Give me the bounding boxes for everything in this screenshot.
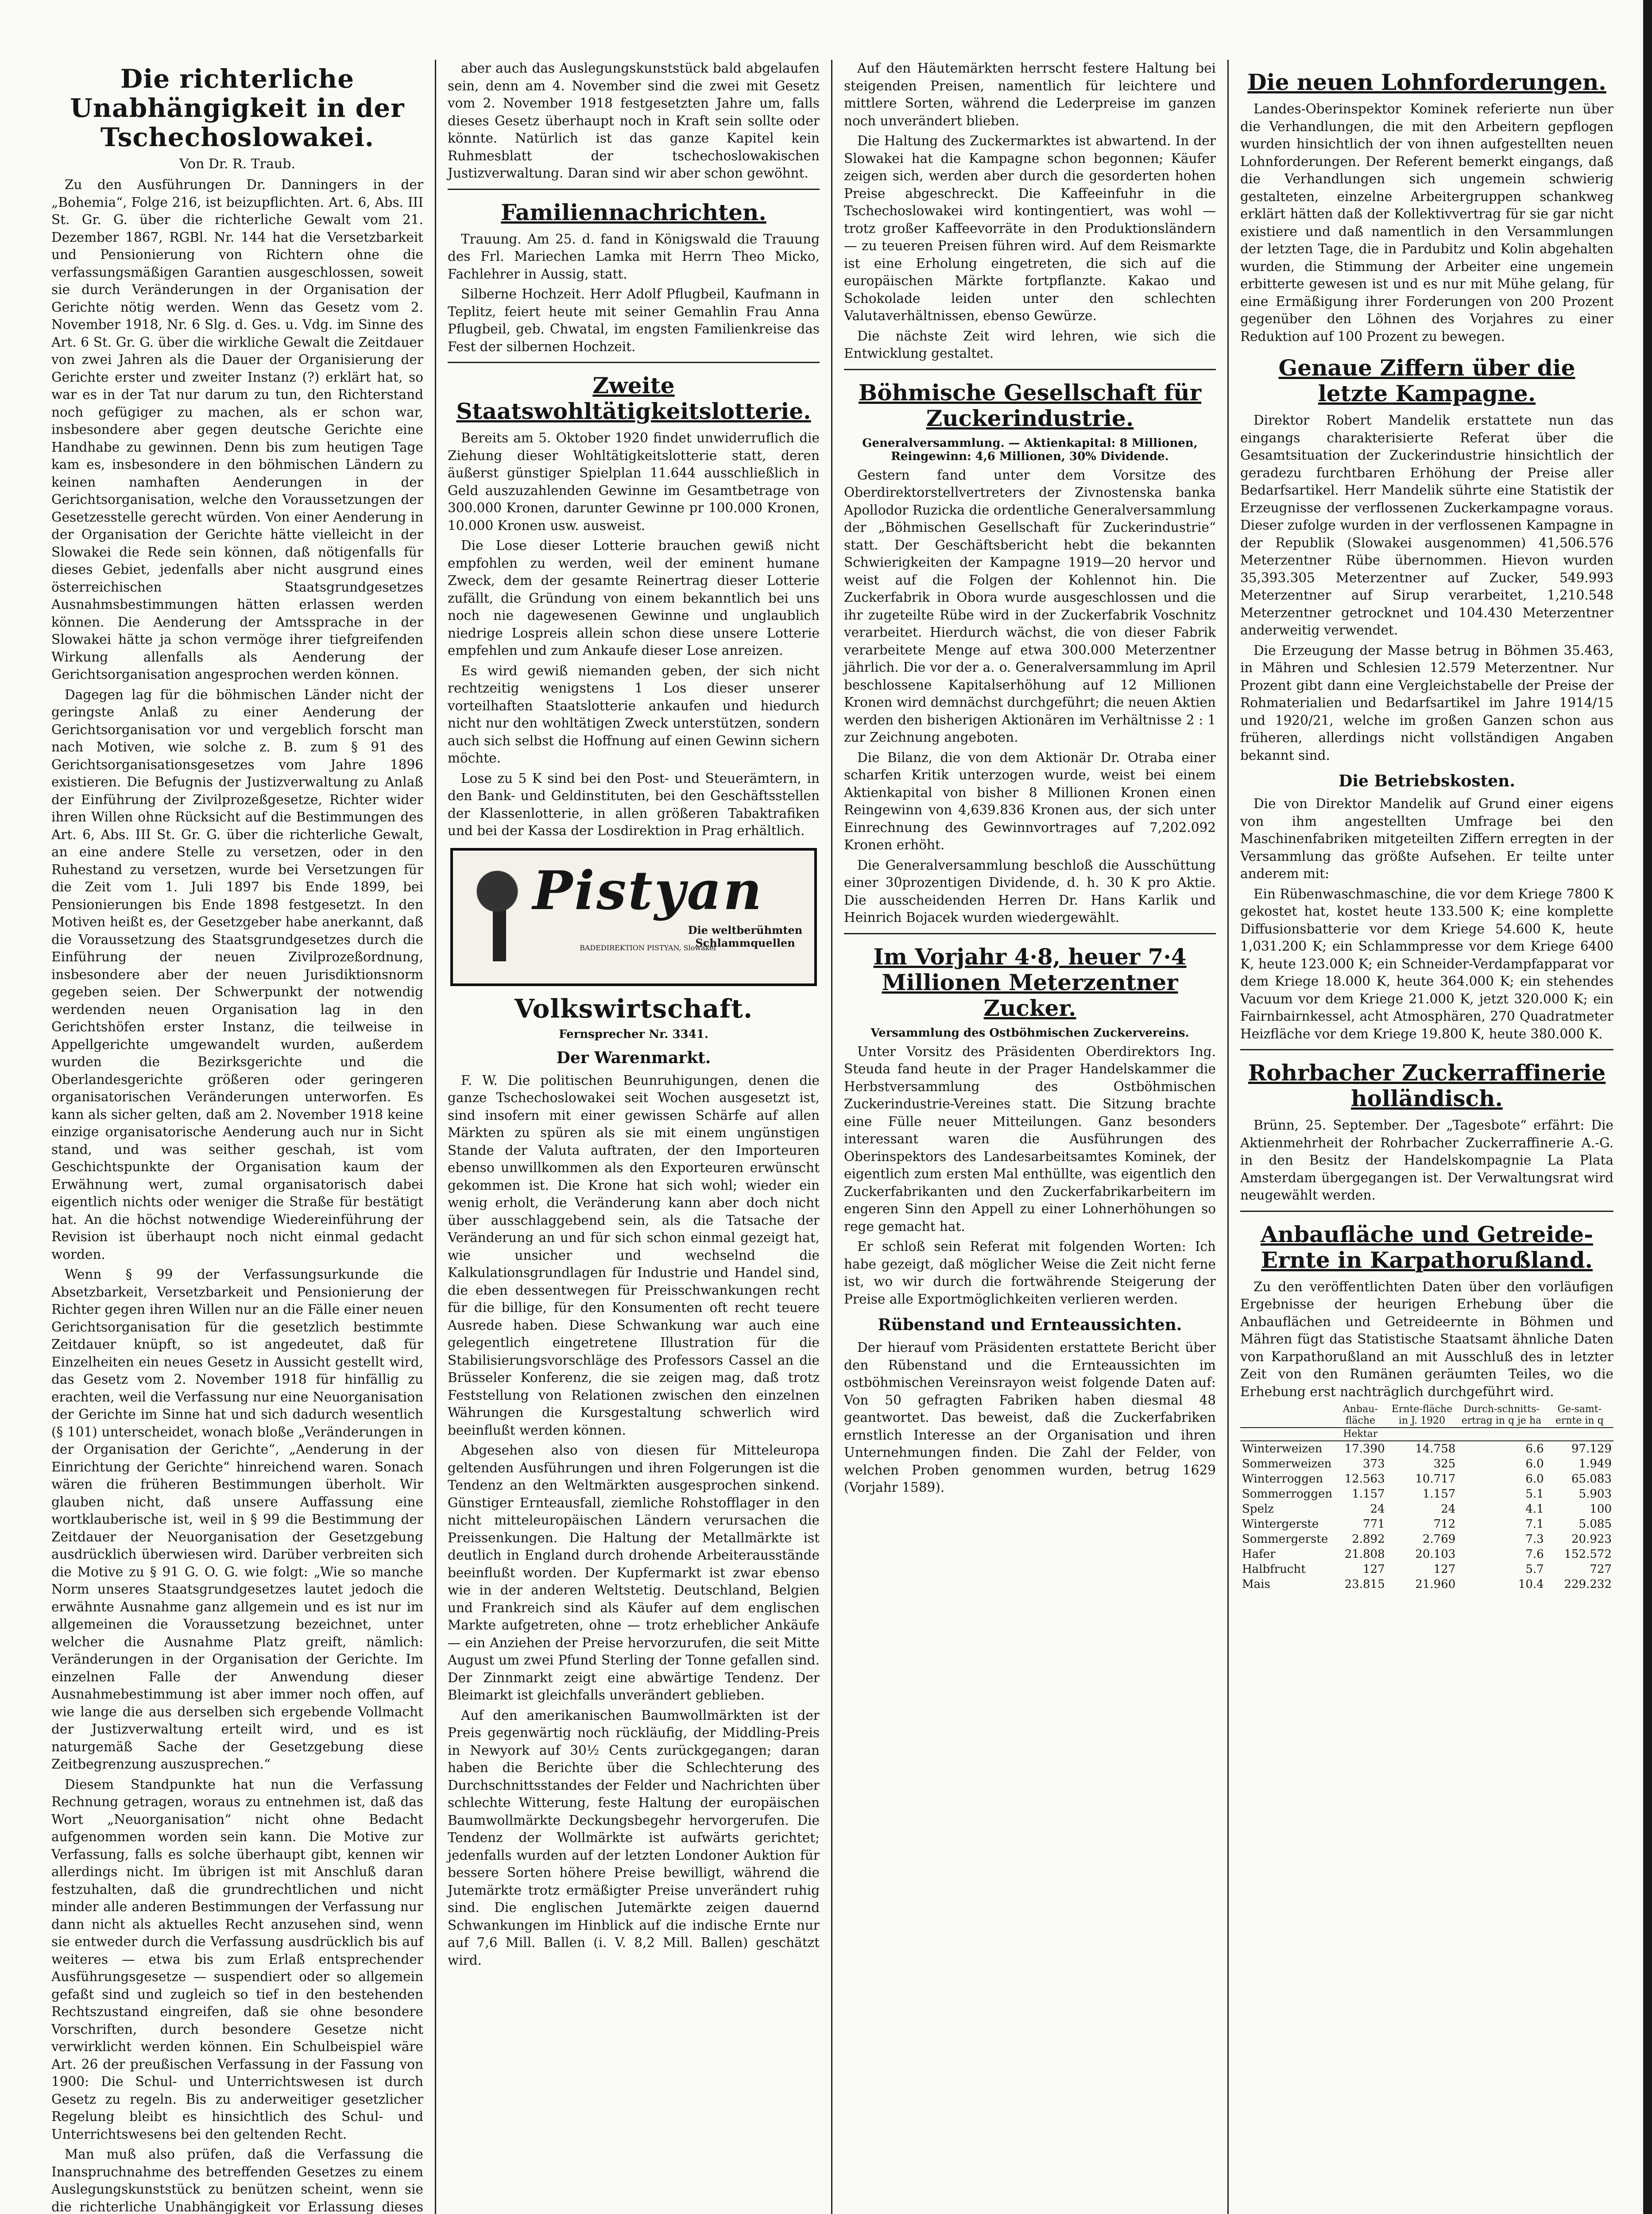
table-cell: Halbfrucht bbox=[1242, 1563, 1306, 1576]
divider bbox=[1240, 1211, 1613, 1212]
paragraph: Die von Direktor Mandelik auf Grund einer eigens von ihm angestellten Umfrage bei den Maschinenfabriken mitgeteilten Ziffern erregten in der Versammlung das größte Aufsehen. Er teilte unter anderem mit: bbox=[1240, 796, 1613, 881]
table-cell: Wintergerste bbox=[1242, 1517, 1319, 1531]
paragraph: Trauung. Am 25. d. fand in Königswald die Trauung des Frl. Mariechen Lamka mit Herrn Theo Micko, Fachlehrer in Aussig, statt. bbox=[448, 231, 820, 282]
table-body bbox=[1240, 1441, 1613, 1592]
table-cell: 5.903 bbox=[1578, 1487, 1612, 1501]
table-cell: 6.0 bbox=[1525, 1457, 1544, 1471]
table-row bbox=[1240, 1547, 1613, 1562]
paragraph: Es wird gewiß niemanden geben, der sich nicht rechtzeitig wenigstens 1 Los dieser unserer vorteilhaften Staatslotterie ankaufen und hiedurch nicht nur den wohltätigen Zweck unterstützen, sondern auch sich selbst die Hoffnung auf einen Gewinn sichern möchte. bbox=[448, 663, 820, 766]
paragraph: Zu den veröffentlichten Daten über den vorläufigen Ergebnisse der heurigen Erhebung über die Anbauflächen und Getreideernte in Böhmen und Mähren fügt das Statistische Staatsamt ähnliche Daten von Karpathorußland an mit Ausschluß des in letzter Zeit von den Rumänen geräumten Teiles, wo die Erhebung erst nachträglich durchgeführt wird. bbox=[1240, 1279, 1613, 1399]
section-headline: Die neuen Lohnforderungen. bbox=[1247, 69, 1606, 95]
table-header bbox=[1240, 1403, 1334, 1428]
table-cell: 7.6 bbox=[1525, 1548, 1544, 1561]
table-cell: Sommerweizen bbox=[1242, 1457, 1332, 1471]
table-cell: 1.157 bbox=[1352, 1487, 1385, 1501]
table-cell: 7.3 bbox=[1525, 1533, 1544, 1546]
table-cell: 2.892 bbox=[1352, 1533, 1385, 1546]
table-cell: 21.960 bbox=[1415, 1578, 1456, 1591]
paragraph: Er schloß sein Referat mit folgenden Worten: Ich habe gezeigt, daß möglicher Weise die Zeit nicht ferne ist, wo wir durch die fortwährende Steigerung der Preise alle Exportmöglichkeiten verlieren werden. bbox=[844, 1239, 1216, 1307]
paragraph: Der hierauf vom Präsidenten erstattete Bericht über den Rübenstand und die Ernteaussichten im ostböhmischen Vereinsrayon weist folgende Daten auf: Von 50 gefragten Fabriken haben diesmal 48 geantwortet. Das beweist, daß die Zuckerfabriken ernstlich Interesse an der Organisation und ihren Unternehmungen finden. Die Zahl der Felder, von welchen Proben genommen wurden, betrug 1629 (Vorjahr 1589). bbox=[844, 1340, 1216, 1495]
table-cell: 712 bbox=[1433, 1517, 1456, 1531]
table-row bbox=[1240, 1441, 1613, 1456]
ad-logo: Pistyan bbox=[533, 859, 764, 922]
paragraph: Die Generalversammlung beschloß die Ausschüttung einer 30prozentigen Dividende, d. h. 30 K pro Aktie. Die ausscheidenden Herren Dr. Hans Karlik und Heinrich Bojacek wurden wiedergewählt. bbox=[844, 857, 1216, 925]
table-row bbox=[1240, 1456, 1613, 1471]
paragraph: Man muß also prüfen, daß die Verfassung die Inanspruchnahme des betreffenden Gesetzes zu einem Auslegungskunststück zu benützen scheint, wenn sie die richterliche Unabhängigkeit vor Erlassung dieses bbox=[51, 2147, 423, 2214]
article-subhead: Der Warenmarkt. bbox=[556, 1048, 711, 1067]
article-headline: Die richterliche Unabhängigkeit in der Tschechoslowakei. bbox=[70, 64, 405, 152]
paragraph: Die Erzeugung der Masse betrug in Böhmen 35.463, in Mähren und Schlesien 12.579 Meterzentner. Nur Prozent gibt dann eine Vergleichstabelle der Preise der Rohmaterialien und Bedarfsartikel im Jahre 1914/15 und 1920/21, welche im großen Ganzen schon aus früheren, allerdings nicht vollständigen Angaben bekannt sind. bbox=[1240, 643, 1613, 763]
paragraph: Brünn, 25. September. Der „Tagesbote“ erfährt: Die Aktienmehrheit der Rohrbacher Zuckerraffinerie A.-G. in den Besitz der Handelskompagnie La Plata Amsterdam übergegangen ist. Der Verwaltungsrat wird neugewählt werden. bbox=[1240, 1118, 1613, 1203]
table-cell: Hafer bbox=[1242, 1548, 1276, 1561]
section-headline: Familiennachrichten. bbox=[501, 199, 766, 225]
table-cell: Winterweizen bbox=[1242, 1442, 1323, 1455]
table-cell: 325 bbox=[1433, 1457, 1456, 1471]
section-headline: Zweite Staatswohltätigkeitslotterie. bbox=[456, 372, 811, 424]
column-4 bbox=[1229, 60, 1625, 2214]
paragraph: Die nächste Zeit wird lehren, wie sich die Entwicklung gestaltet. bbox=[844, 328, 1216, 361]
table-cell: 100 bbox=[1590, 1502, 1612, 1516]
table-cell: 7.1 bbox=[1525, 1517, 1544, 1531]
section-headline: Im Vorjahr 4·8, heuer 7·4 Millionen Meterzentner Zucker. bbox=[873, 943, 1187, 1021]
table-cell: 1.949 bbox=[1578, 1457, 1612, 1471]
table-cell: 65.083 bbox=[1571, 1472, 1612, 1486]
column-2 bbox=[436, 60, 832, 2214]
table-header-row bbox=[1240, 1403, 1613, 1428]
ad-fineprint: BADEDIREKTION PISTYAN, Slowakei bbox=[580, 943, 716, 952]
table-header: Anbau-fläche bbox=[1334, 1403, 1387, 1428]
paragraph: Die Bilanz, die von dem Aktionär Dr. Otraba einer scharfen Kritik unterzogen wurde, weist bei einem Aktienkapital von bisher 8 Millionen Kronen einen Reingewinn von 4,639.836 Kronen aus, der sich unter Einrechnung des Gewinnvortrages auf 7,202.092 Kronen erhöht. bbox=[844, 750, 1216, 852]
article-meta: Versammlung des Ostböhmischen Zuckervereins. bbox=[870, 1026, 1189, 1040]
table-header: Ge-samt-ernte in q bbox=[1546, 1403, 1613, 1428]
table-row bbox=[1240, 1471, 1613, 1486]
table-unit bbox=[1240, 1428, 1334, 1441]
table-unit bbox=[1387, 1428, 1458, 1441]
paragraph: Bereits am 5. Oktober 1920 findet unwiderruflich die Ziehung dieser Wohltätigkeitslotterie statt, deren äußerst günstiger Spielplan 11.644 ausschließlich in Geld auszuzahlenden Gewinne im Gesamtbetrage von 300.000 Kronen, darunter Gewinne pr 100.000 Kronen, 10.000 Kronen usw. ausweist. bbox=[448, 430, 820, 533]
table-cell: 771 bbox=[1362, 1517, 1385, 1531]
table-unit: Hektar bbox=[1334, 1428, 1387, 1441]
table-cell: 21.808 bbox=[1344, 1548, 1385, 1561]
section-headline: Rohrbacher Zuckerraffinerie holländisch. bbox=[1248, 1060, 1606, 1111]
article-byline: Von Dr. R. Traub. bbox=[179, 156, 295, 172]
paragraph: Unter Vorsitz des Präsidenten Oberdirektors Ing. Steuda fand heute in der Prager Handelskammer die Herbstversammlung des Ostböhmischen Zuckerindustrie-Vereines statt. Die Sitzung brachte eine Fülle neuer Mitteilungen. Ganz besonders interessant waren die Ausführungen des Oberinspektors des Landesarbeitsamtes Kominek, der eigentlich zum ersten Mal enthüllte, was eigentlich den Zuckerfabrikanten und den Zuckerfabrikarbeitern im engeren Sinn den Appell zu einer Lohnerhöhungen so rege gemacht hat. bbox=[844, 1044, 1216, 1234]
table-cell: 5.1 bbox=[1525, 1487, 1544, 1501]
article-subhead: Die Betriebskosten. bbox=[1339, 772, 1515, 790]
table-cell: 20.923 bbox=[1571, 1533, 1612, 1546]
table-cell: Mais bbox=[1242, 1578, 1270, 1591]
divider bbox=[448, 189, 820, 190]
table-cell: 229.232 bbox=[1564, 1578, 1612, 1591]
table-cell: 24 bbox=[1441, 1502, 1456, 1516]
phone-line: Fernsprecher Nr. 3341. bbox=[559, 1027, 708, 1041]
table-cell: 5.7 bbox=[1525, 1563, 1544, 1576]
table-cell: Sommerroggen bbox=[1242, 1487, 1333, 1501]
section-headline: Genaue Ziffern über die letzte Kampagne. bbox=[1278, 355, 1575, 406]
table-cell: 373 bbox=[1362, 1457, 1385, 1471]
paragraph: Direktor Robert Mandelik erstattete nun das eingangs charakterisierte Referat über die Gesamtsituation der Zuckerindustrie hinsichtlich der geradezu furchtbaren Erhöhung der Preise aller Bedarfsartikel. Herr Mandelik sührte eine Statistik der Erzeugnisse der verflossenen Zuckerkampagne voraus. Dieser zufolge wurden in der verflossenen Kampagne in der Republik (Slowakei ausgenommen) 41,506.576 Meterzentner Rübe übernommen. Hievon wurden 35,393.305 Meterzentner auf Zucker, 549.993 Meterzentner auf Sirup verarbeitet, 1,210.548 Meterzentner getrocknet und 104.430 Meterzentner anderweitig verwendet. bbox=[1240, 413, 1613, 638]
divider bbox=[448, 362, 820, 363]
paragraph: aber auch das Auslegungskunststück bald abgelaufen sein, denn am 4. November sind die zwei mit Gesetz vom 2. November 1918 festgesetzten Jahre um, falls dieses Gesetz überhaupt noch in Kraft sein sollte oder könnte. Natürlich ist das ganze Kapitel kein Ruhmesblatt der tschechoslowakischen Justizverwaltung. Daran sind wir aber schon gewöhnt. bbox=[448, 61, 820, 181]
table-cell: 12.563 bbox=[1344, 1472, 1385, 1486]
paragraph: Die Lose dieser Lotterie brauchen gewiß nicht empfohlen zu werden, weil der eminent humane Zweck, dem der gesamte Reinertrag dieser Lotterie zufällt, die Gründung von einem bekanntlich bei uns noch nie dagewesenen Gewinne und unglaublich niedrige Lospreis allein schon diese unsere Lotterie empfehlen und zum Ankaufe dieser Lose anreizen. bbox=[448, 538, 820, 658]
table-cell: 20.103 bbox=[1415, 1548, 1456, 1561]
table-cell: 6.6 bbox=[1525, 1442, 1544, 1455]
table-cell: 127 bbox=[1362, 1563, 1385, 1576]
paragraph: Gestern fand unter dem Vorsitze des Oberdirektorstellvertreters der Zivnostenska banka Apollodor Ruzicka die ordentliche Generalversammlung der „Böhmischen Gesellschaft für Zuckerindustrie“ statt. Der Geschäftsbericht hebt die bekannten Schwierigkeiten der Kampagne 1919—20 hervor und weist auf die Folgen der Kohlennot hin. Die Zuckerfabrik in Obora wurde ausgeschlossen und die ihr zugeteilte Rübe wird in der Zuckerfabrik Voschnitz verarbeitet. Hierdurch wächst, die von dieser Fabrik verarbeitete Menge auf etwa 300.000 Meterzentner jährlich. Die vor der a. o. Generalversammlung im April beschlossene Kapitalserhöhung auf 12 Millionen Kronen wird demnächst durchgeführt; die neuen Aktien werden den bisherigen Aktionären im Verhältnisse 2 : 1 zur Zeichnung angeboten. bbox=[844, 467, 1216, 745]
table-cell: 127 bbox=[1433, 1563, 1456, 1576]
section-title: Volkswirtschaft. bbox=[514, 993, 753, 1024]
table-row bbox=[1240, 1517, 1613, 1532]
pistyan-advertisement bbox=[450, 848, 817, 986]
table-header: Durch-schnitts-ertrag in q je ha bbox=[1457, 1403, 1545, 1428]
table-header: Ernte-fläche in J. 1920 bbox=[1387, 1403, 1458, 1428]
table-cell: Winterroggen bbox=[1242, 1472, 1323, 1486]
table-cell: 5.085 bbox=[1578, 1517, 1612, 1531]
paragraph: Zu den Ausführungen Dr. Danningers in der „Bohemia“, Folge 216, ist beizupflichten. Art. 6, Abs. III St. Gr. G. über die richterliche Gewalt vom 21. Dezember 1867, RGBl. Nr. 144 hat die Versetzbarkeit und Pensionierung von Richtern ohne die verfassungsmäßigen Garantien ausgeschlossen, soweit sie durch Veränderungen in der Organisation der Gerichte nötig werden. Wenn das Gesetz vom 2. November 1918, Nr. 6 Slg. d. Ges. u. Vdg. im Sinne des Art. 6 St. Gr. G. über die wirkliche Gewalt die Zeitdauer von zwei Jahren als die Dauer der Organisierung der Gerichte erster und zweiter Instanz (?) erklärt hat, so war es in der Tat nur darum zu tun, den Richterstand noch gefügiger zu machen, als er schon war, insbesondere aber gegen deutsche Gerichte eine Handhabe zu gewinnen. Denn bis zum heutigen Tage kam es, insbesondere in den böhmischen Ländern zu keinen namhaften Aenderungen in der Gerichtsorganisation, welche den Voraussetzungen der Gesetzesstelle gerecht würden. Von einer Aenderung in der Organisation der Gerichte hätte vielleicht in der Slowakei die Rede sein können, daß nötigenfalls für dieses Gebiet, jedenfalls aber nicht ausgrund eines österreichischen Staatsgrundgesetzes Ausnahmsbestimmungen hätten erlassen werden können. Die Aenderung der Amtssprache in der Slowakei hätte ja schon vermöge ihrer tiefgreifenden Wirkung allenfalls als Aenderung der Gerichtsorganisation angesprochen werden können. bbox=[51, 177, 423, 682]
table-cell: Spelz bbox=[1242, 1502, 1274, 1516]
column-1 bbox=[40, 60, 436, 2214]
divider bbox=[844, 933, 1216, 934]
table-row bbox=[1240, 1562, 1613, 1577]
table-cell: 152.572 bbox=[1564, 1548, 1612, 1561]
harvest-table bbox=[1240, 1403, 1613, 1592]
column-3 bbox=[832, 60, 1229, 2214]
divider bbox=[844, 369, 1216, 370]
table-cell: 10.717 bbox=[1415, 1472, 1456, 1486]
table-cell: 17.390 bbox=[1344, 1442, 1385, 1455]
table-cell: 1.157 bbox=[1422, 1487, 1456, 1501]
paragraph: Landes-Oberinspektor Kominek referierte nun über die Verhandlungen, die mit den Arbeitern gepflogen wurden hinsichtlich der von ihnen aufgestellten neuen Lohnforderungen. Der Referent bemerkt eingangs, daß die Verhandlungen sich ungemein schwierig gestalteten, einzelne Arbeitergruppen schankweg erklärt hätten daß der Kollektivvertrag für sie gar nicht existiere und daß namentlich in den Versammlungen der letzten Tage, die in Pardubitz und Kolin abgehalten wurden, die Stimmung der Arbeiter eine ungemein erbitterte gewesen ist und es nur mit Mühe gelang, für eine Ermäßigung ihrer Forderungen von 200 Prozent gegenüber den Löhnen des Vorjahres zu einer Reduktion auf 100 Prozent zu bewegen. bbox=[1240, 101, 1613, 344]
paragraph: Diesem Standpunkte hat nun die Verfassung Rechnung getragen, woraus zu entnehmen ist, daß das Wort „Neuorganisation“ nicht ohne Bedacht aufgenommen worden sein kann. Die Motive zur Verfassung, falls es solche überhaupt gibt, kennen wir allerdings nicht. Im übrigen ist mit Anschluß daran festzuhalten, daß die grundrechtlichen und nicht minder alle anderen Bestimmungen der Verfassung nur dann nicht als aktuelles Recht anzusehen sind, wenn sie entweder durch die Verfassung ausdrücklich bis auf weiteres — etwa bis zum Erlaß entsprechender Ausführungsgesetze — suspendiert oder so allgemein gefaßt sind und zugleich so tief in den bestehenden Rechtszustand eingreifen, daß sie ohne besondere Vorschriften, durch besondere Gesetze nicht verwirklicht werden können. Ein Schulbeispiel wäre Art. 26 der preußischen Verfassung in der Fassung von 1900: Die Schul- und Unterrichtswesen ist durch Gesetz zu regeln. Bis zu anderweitiger gesetzlicher Regelung bleibt es hinsichtlich des Schul- und Unterrichtswesens bei den geltenden Recht. bbox=[51, 1777, 423, 2142]
paragraph: Auf den Häutemärkten herrscht festere Haltung bei steigenden Preisen, namentlich für leichtere und mittlere Sorten, während die Lederpreise im ganzen noch unverändert blieben. bbox=[844, 61, 1216, 128]
table-row bbox=[1240, 1577, 1613, 1592]
section-headline: Anbaufläche und Getreide-Ernte in Karpathorußland. bbox=[1261, 1221, 1593, 1273]
table-cell: 4.1 bbox=[1525, 1502, 1544, 1516]
scan-edge bbox=[1643, 0, 1652, 2214]
paragraph: Wenn § 99 der Verfassungsurkunde die Absetzbarkeit, Versetzbarkeit und Pensionierung der Richter gegen ihren Willen nur an die Fälle einer neuen Gerichtsorganisation für die gesetzlich bestimmte Zeitdauer knüpft, so ist angedeutet, daß für Einzelheiten ein neues Gesetz in Aussicht gestellt wird, das Gesetz vom 2. November 1918 für hinfällig zu erachten, weil die Verfassung nur eine Neuorganisation der Gerichte im Sinne hat und sich dadurch wesentlich (§ 101) unterscheidet, wonach bloße „Veränderungen in der Organisation der Gerichte“, „Aenderung in der Einrichtung der Gerichte“ hinreichend waren. Sonach wären die früheren Bestimmungen überholt. Wir glauben nicht, daß unsere Auffassung eine wortklauberische ist, weil in § 99 die Bestimmung der Zeitdauer der Neuorganisation der Gesetzgebung ausdrücklich überwiesen wird. Darüber verbreiten sich die Motive zu § 91 G. O. G. wie folgt: „Wie so manche Norm unseres Staatsgrundgesetzes lautet jedoch die erwähnte Ausnahme ganz allgemein und es ist nur im allgemeinen die Voraussetzung bezeichnet, unter welcher die Ausnahme Platz greift, nämlich: Veränderungen in der Organisation der Gerichte. Im einzelnen Falle der Anwendung dieser Ausnahmebestimmung ist aber immer noch offen, auf wie lange die aus derselben sich ergebende Vollmacht der Justizverwaltung erteilt wird, und es ist naturgemäß Sache der Gesetzgebung diese Zeitbegrenzung auszusprechen.“ bbox=[51, 1267, 423, 1772]
section-headline: Böhmische Gesellschaft für Zuckerindustrie. bbox=[858, 379, 1202, 431]
table-cell: Sommergerste bbox=[1242, 1533, 1328, 1546]
table-cell: 24 bbox=[1370, 1502, 1385, 1516]
table-row bbox=[1240, 1486, 1613, 1502]
table-cell: 10.4 bbox=[1518, 1578, 1544, 1591]
table-cell: 2.769 bbox=[1422, 1533, 1456, 1546]
table-cell: 727 bbox=[1590, 1563, 1612, 1576]
table-cell: 97.129 bbox=[1571, 1442, 1612, 1455]
table-unit-row bbox=[1240, 1428, 1613, 1441]
newspaper-page bbox=[40, 60, 1638, 2214]
paragraph: Auf den amerikanischen Baumwollmärkten ist der Preis gegenwärtig noch rückläufig, der Middling-Preis in Newyork auf 30½ Cents zurückgegangen; daran haben die Berichte über die Schlechterung des Durchschnittsstandes der Felder und Nachrichten über schlechte Witterung, feste Haltung der europäischen Baumwollmärkte Deckungsbegehr hervorgerufen. Die Tendenz der Wollmärkte ist aufwärts gerichtet; jedenfalls wurden auf der letzten Londoner Auktion für bessere Sorten höhere Preise bewilligt, während die Jutemärkte trotz ermäßigter Preise unverändert ruhig sind. Die englischen Jutemärkte zeigen dauernd Schwankungen im Hinblick auf die indische Ernte nur auf 7,6 Mill. Ballen (i. V. 8,2 Mill. Ballen) geschätzt wird. bbox=[448, 1707, 820, 1968]
ad-tagline: Die weltberühmten Schlammquellen bbox=[688, 923, 803, 949]
paragraph: Dagegen lag für die böhmischen Länder nicht der geringste Anlaß zu einer Aenderung der Gerichtsorganisation vor und vergeblich forscht man nach Motiven, wie solche z. B. zum § 91 des Gerichtsorganisationsgesetzes vom Jahre 1896 existieren. Die Befugnis der Justizverwaltung zu Anlaß der Einführung der Zivilprozeßgesetze, Richter wider ihren Willen ohne Rücksicht auf die Bestimmungen des Art. 6, Abs. III St. Gr. G. über die richterliche Gewalt, an eine andere Stelle zu versetzen, oder in den Ruhestand zu versetzen, wurde bei Versetzungen für die Zeit vom 1. Juli 1897 bis Ende 1899, bei Pensionierungen bis Ende 1898 festgesetzt. In den Motiven heißt es, der Gesetzgeber habe anerkannt, daß die Voraussetzung des Staatsgrundgesetzes durch die Einführung der neuen Zivilprozeßordnung, insbesondere aber der neuen Jurisdiktionsnorm gegeben seien. Der Schwerpunkt der notwendig werdenden neuen Organisation lag in den Gerichtshöfen erster Instanz, die teilweise in Appellgerichte umgewandelt wurden, außerdem wurden die Bezirksgerichte und die Oberlandesgerichte größeren oder geringeren organisatorischen Veränderungen unterworfen. Es kann als sicher gelten, daß am 2. November 1918 keine einzige organisatorische Aenderung auch nur in Sicht stand, und was seither geschah, ist vom Geschichtspunkte der Organisation kaum der Erwähnung wert, zumal organisatorisch dabei eigentlich nichts oder weniger die Straße für bestätigt hat. An die höchst notwendige Wiedereinführung der Revision ist überhaupt noch nicht einmal gedacht worden. bbox=[51, 687, 423, 1262]
table-unit bbox=[1546, 1428, 1613, 1441]
table-cell: 6.0 bbox=[1525, 1472, 1544, 1486]
table-cell: 23.815 bbox=[1344, 1578, 1385, 1591]
table-row bbox=[1240, 1532, 1613, 1547]
divider bbox=[1240, 1049, 1613, 1050]
table-unit bbox=[1457, 1428, 1545, 1441]
paragraph: Ein Rübenwaschmaschine, die vor dem Kriege 7800 K gekostet hat, kostet heute 133.500 K; eine komplette Diffusionsbatterie vor dem Kriege 54.600 K, heute 1,031.200 K; ein Schlammpresse vor dem Kriege 6400 K, heute 123.000 K; ein Schneider-Verdampfapparat vor dem Kriege 18.000 K, heute 364.000 K; ein stehendes Vacuum vor dem Kriege 21.000 K, jetzt 320.000 K; ein Fairnbairnkessel, acht Atmosphären, 270 Quadratmeter Heizfläche vor dem Kriege 19.800 K, heute 380.000 K. bbox=[1240, 886, 1613, 1041]
paragraph: Die Haltung des Zuckermarktes ist abwartend. In der Slowakei hat die Kampagne schon begonnen; Käufer zeigen sich, werden aber durch die gesorderten hohen Preise abgeschreckt. Die Kaffeeinfuhr in die Tschechoslowakei wird kontingentiert, was wohl — trotz großer Kaffeevorräte in den Produktionsländern — zu teueren Preisen führen wird. Auf dem Reismarkte ist eine Erholung eingetreten, die sich auf die europäischen Märkte fortpflanzte. Kakao und Schokolade leiden unter den schlechten Valutaverhältnissen, ebenso Gewürze. bbox=[844, 133, 1216, 323]
paragraph: F. W. Die politischen Beunruhigungen, denen die ganze Tschechoslowakei seit Wochen ausgesetzt ist, sind insofern mit einer gewissen Schärfe auf allen Märkten zu spüren als sie mit einem ungünstigen Stande der Valuta auftraten, der den Importeuren ebenso unwillkommen als den Exporteuren erwünscht gekommen ist. Die Krone hat sich wohl; wieder ein wenig erholt, die Veränderung kann aber doch nicht über ausschlaggebend sein, als die Tatsache der Veränderung an und für sich schon einmal gezeigt hat, wie unsicher und wechselnd die Kalkulationsgrundlagen für Industrie und Handel sind, die eben dessentwegen für Preisschwankungen recht für die billige, für den Konsumenten oft recht teuere Ausrede haben. Diese Schwankung war auch eine gelegentlich eingetretene Illustration für die Stabilisierungsvorschläge des Professors Cassel an die Brüsseler Konferenz, die sie zeigen mag, daß trotz Feststellung von Relationen zwischen den einzelnen Währungen die Kursgestaltung schwerlich wird beeinflußt werden können. bbox=[448, 1072, 820, 1438]
table-cell: 14.758 bbox=[1415, 1442, 1456, 1455]
article-subhead: Rübenstand und Ernteaussichten. bbox=[878, 1316, 1182, 1334]
table-row bbox=[1240, 1502, 1613, 1517]
paragraph: Lose zu 5 K sind bei den Post- und Steuerämtern, in den Bank- und Geldinstituten, bei den Geschäftsstellen der Klassenlotterie, in allen größeren Tabaktrafiken und bei der Kassa der Losdirektion in Prag erhältlich. bbox=[448, 770, 820, 838]
article-meta: Generalversammlung. — Aktienkapital: 8 Millionen, Reingewinn: 4,6 Millionen, 30% Dividende. bbox=[862, 436, 1198, 463]
paragraph: Silberne Hochzeit. Herr Adolf Pflugbeil, Kaufmann in Teplitz, feiert heute mit seiner Gemahlin Frau Anna Pflugbeil, geb. Chwatal, im engsten Familienkreise das Fest der silbernen Hochzeit. bbox=[448, 286, 820, 354]
paragraph: Abgesehen also von diesen für Mitteleuropa geltenden Ausführungen und ihren Folgerungen ist die Tendenz an den Weltmärkten ausgesprochen sinkend. Günstiger Ernteausfall, ziemliche Rohstofflager in den nicht mitteleuropäischen Ländern verursachen die Preissenkungen. Die Haltung der Metallmärkte ist deutlich in England durch drohende Arbeiterausstände beeinflußt worden. Der Kupfermarkt ist zwar ebenso wie in der anderen Weltstetig. Deutschland, Belgien und Frankreich sind als Käufer auf dem englischen Markte aufgetreten, ohne — trotz erheblicher Ankäufe — ein Anziehen der Preise hervorzurufen, die seit Mitte August um zwei Pfund Sterling der Tonne gefallen sind. Der Zinnmarkt zeigt eine abwärtige Tendenz. Der Bleimarkt ist gleichfalls unverändert geblieben. bbox=[448, 1443, 820, 1703]
